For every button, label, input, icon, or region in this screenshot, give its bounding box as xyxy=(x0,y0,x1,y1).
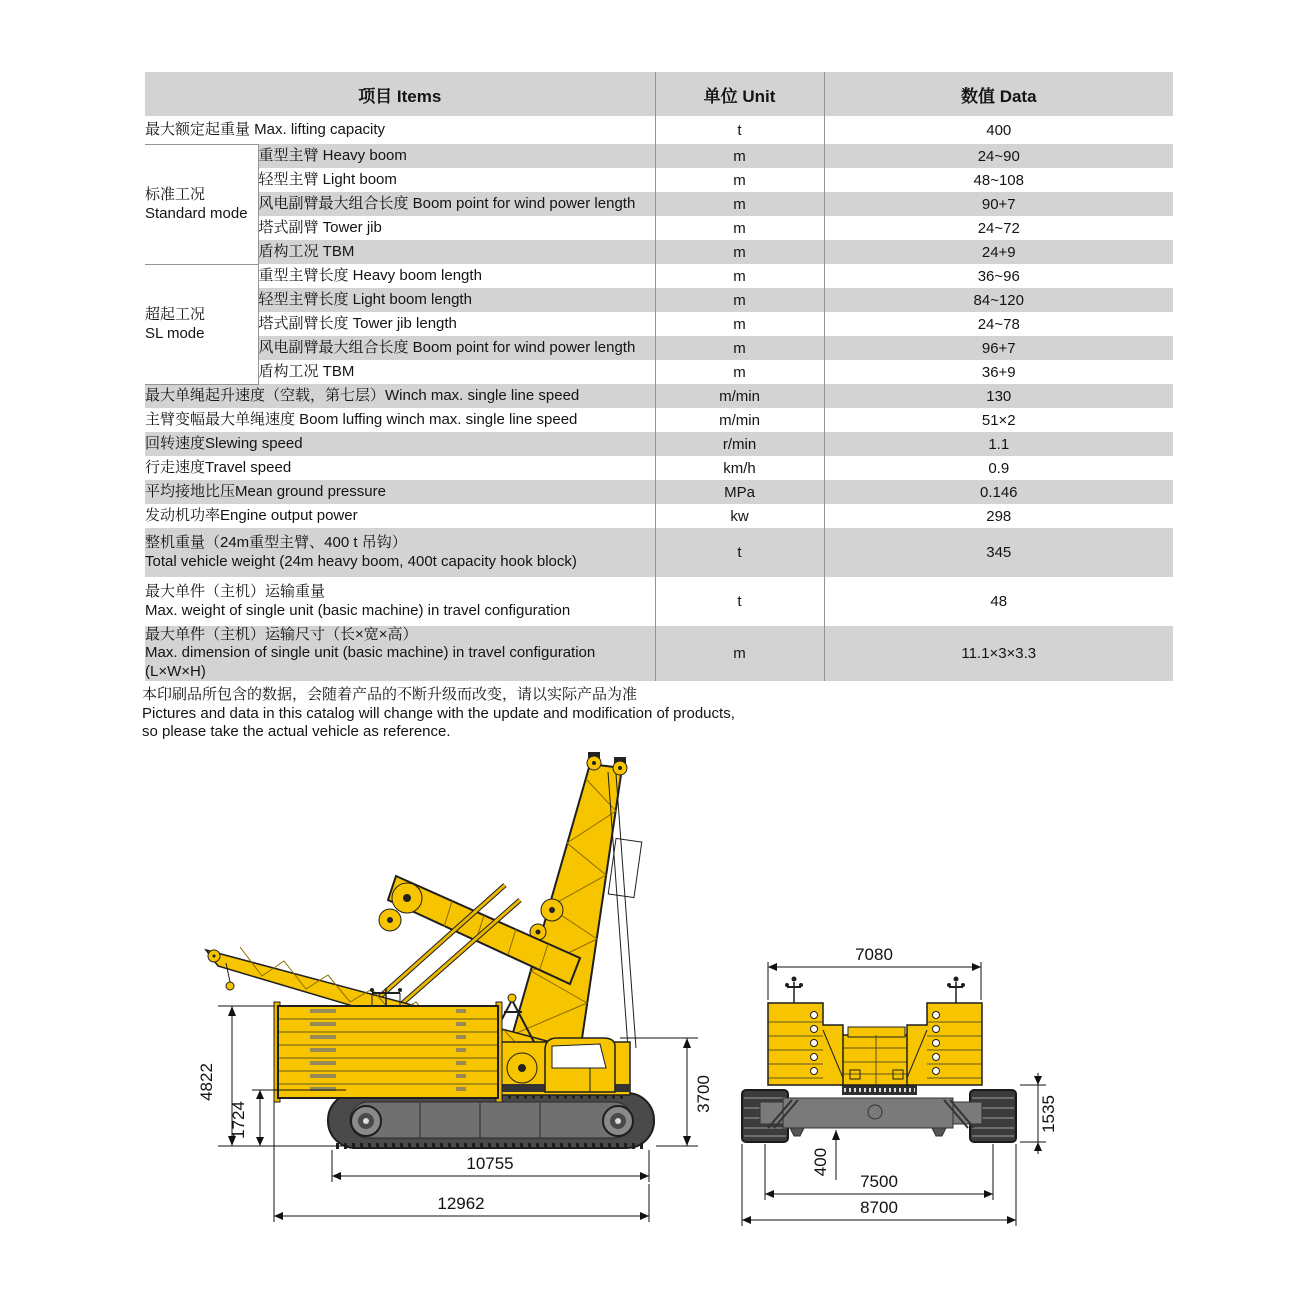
rear-carbody xyxy=(760,1098,982,1136)
mode-group-label: Standard mode xyxy=(145,205,248,222)
dim-overall-length-label: 12962 xyxy=(437,1194,485,1213)
rear-machinery-housing xyxy=(840,1027,913,1085)
spec-row xyxy=(145,408,1173,432)
spec-item-line: 最大单件（主机）运输尺寸（长×宽×高） xyxy=(145,626,418,643)
spec-item-line: 盾构工况 TBM xyxy=(258,362,355,380)
table-header-row xyxy=(145,72,1173,116)
spec-unit-cell: m xyxy=(655,168,824,192)
spec-row xyxy=(145,626,1173,681)
spec-value-cell: 0.146 xyxy=(824,480,1173,504)
spec-item-line: 行走速度Travel speed xyxy=(145,458,292,476)
spec-value-cell: 130 xyxy=(824,384,1173,408)
spec-row xyxy=(145,312,1173,336)
spec-item-line: 塔式副臂 Tower jib xyxy=(258,218,382,236)
spec-table-body xyxy=(145,116,1173,681)
header-unit: 单位 Unit xyxy=(655,72,824,116)
mast-lattice xyxy=(508,752,642,1052)
spec-unit-cell: m/min xyxy=(655,408,824,432)
spec-row xyxy=(145,360,1173,384)
spec-value-cell: 96+7 xyxy=(824,336,1173,360)
dim-track-gauge-label: 7500 xyxy=(860,1172,898,1191)
spec-value-cell: 84~120 xyxy=(824,288,1173,312)
spec-item-cell xyxy=(145,384,655,408)
spec-value-cell: 24+9 xyxy=(824,240,1173,264)
spec-unit-cell: MPa xyxy=(655,480,824,504)
spec-unit-cell: r/min xyxy=(655,432,824,456)
footnote-line-cn: 本印刷品所包含的数据，会随着产品的不断升级而改变，请以实际产品为准 xyxy=(142,686,638,703)
spec-item-cell xyxy=(145,577,655,626)
spec-value-cell: 36+9 xyxy=(981,363,1016,381)
spec-item-cell xyxy=(258,144,655,168)
spec-item-cell xyxy=(258,192,655,216)
spec-value-cell: 298 xyxy=(986,507,1012,525)
spec-item-cell xyxy=(258,216,655,240)
spec-item-cell xyxy=(258,240,655,264)
spec-value-cell: 0.9 xyxy=(988,459,1010,477)
dim-track-height-label: 1724 xyxy=(229,1101,248,1139)
spec-unit-cell: m xyxy=(655,144,824,168)
spec-item-line: Max. dimension of single unit (basic machine) in travel configuration (L×W×H) xyxy=(145,644,596,680)
footnote-line-en2: so please take the actual vehicle as reference. xyxy=(142,723,451,741)
spec-item-line: 盾构工况 TBM xyxy=(258,242,355,260)
rear-counterweight-right xyxy=(907,977,982,1086)
dim-overall-width-label: 8700 xyxy=(860,1198,898,1217)
spec-item-cell xyxy=(145,626,655,681)
spec-item-cell xyxy=(145,504,655,528)
spec-row xyxy=(145,480,1173,504)
spec-item-line: 风电副臂最大组合长度 Boom point for wind power length xyxy=(258,194,636,212)
spec-unit-cell: t xyxy=(655,528,824,577)
spec-table xyxy=(145,72,1173,681)
spec-unit-cell: t xyxy=(655,116,824,144)
spec-unit-cell: t xyxy=(655,577,824,626)
spec-unit-cell: m xyxy=(655,240,824,264)
spec-item-cell xyxy=(258,264,655,288)
mode-group-label: SL mode xyxy=(145,325,205,342)
spec-item-line: 重型主臂 Heavy boom xyxy=(258,146,407,164)
spec-item-line: 主臂变幅最大单绳速度 Boom luffing winch max. single line speed xyxy=(145,410,578,428)
spec-row xyxy=(145,288,1173,312)
crane-rear-view-drawing xyxy=(730,930,1070,1260)
spec-row xyxy=(145,116,1173,144)
spec-item-cell xyxy=(258,288,655,312)
spec-row xyxy=(145,336,1173,360)
spec-row xyxy=(145,192,1173,216)
spec-item-line: 回转速度Slewing speed xyxy=(145,434,303,452)
mode-group-cell xyxy=(145,144,258,264)
footnote-line-en1: Pictures and data in this catalog will change with the update and modification of products, xyxy=(142,704,735,722)
spec-row xyxy=(145,168,1173,192)
spec-item-line: Total vehicle weight (24m heavy boom, 400t capacity hook block) xyxy=(145,552,577,570)
dim-ground-clearance-label: 400 xyxy=(811,1147,830,1177)
spec-unit-cell: m xyxy=(655,216,824,240)
spec-item-line: Max. weight of single unit (basic machine) in travel configuration xyxy=(145,601,571,619)
spec-item-cell xyxy=(145,480,655,504)
spec-unit-cell: km/h xyxy=(655,456,824,480)
spec-row xyxy=(145,240,1173,264)
spec-item-cell xyxy=(145,432,655,456)
spec-value-cell: 48~108 xyxy=(973,171,1024,189)
spec-value-cell: 24~72 xyxy=(977,219,1020,237)
footnote xyxy=(142,686,862,742)
spec-item-cell xyxy=(145,456,655,480)
dim-cw-width-label: 7080 xyxy=(855,945,893,964)
spec-item-line: 平均接地比压Mean ground pressure xyxy=(145,482,386,500)
spec-row xyxy=(145,528,1173,577)
spec-value-cell: 24~78 xyxy=(977,315,1020,333)
spec-row xyxy=(145,456,1173,480)
spec-value-cell: 345 xyxy=(824,528,1173,577)
spec-unit-cell: kw xyxy=(655,504,824,528)
spec-row xyxy=(145,577,1173,626)
spec-item-line: 重型主臂长度 Heavy boom length xyxy=(258,266,482,284)
spec-item-line: 轻型主臂长度 Light boom length xyxy=(258,290,472,308)
spec-value-cell: 90+7 xyxy=(824,192,1173,216)
spec-item-line: 塔式副臂长度 Tower jib length xyxy=(258,314,457,332)
spec-value-cell: 1.1 xyxy=(824,432,1173,456)
spec-item-cell xyxy=(145,116,655,144)
spec-item-cell xyxy=(145,528,655,577)
rear-counterweight-left xyxy=(768,977,843,1086)
dim-rear-track-height-label: 1535 xyxy=(1039,1095,1058,1133)
spec-item-line: 最大单件（主机）运输重量 xyxy=(145,583,326,601)
spec-unit-cell: m xyxy=(655,312,824,336)
spec-item-cell xyxy=(258,168,655,192)
spec-value-cell: 24~90 xyxy=(824,144,1173,168)
spec-item-line: 风电副臂最大组合长度 Boom point for wind power length xyxy=(258,338,636,356)
spec-value-cell: 51×2 xyxy=(981,411,1016,429)
spec-value-cell: 48 xyxy=(990,593,1008,610)
spec-row xyxy=(145,504,1173,528)
spec-row xyxy=(145,264,1173,288)
spec-unit-cell: m xyxy=(655,264,824,288)
spec-item-line: 轻型主臂 Light boom xyxy=(258,170,397,188)
dim-cab-height-label: 3700 xyxy=(694,1075,713,1113)
dim-track-length-label: 10755 xyxy=(466,1154,514,1173)
spec-value-cell: 36~96 xyxy=(977,267,1020,285)
mode-group-label: 超起工况 xyxy=(145,305,206,323)
spec-item-cell xyxy=(258,336,655,360)
spec-item-cell xyxy=(145,408,655,432)
spec-item-line: 最大单绳起升速度（空载，第七层）Winch max. single line speed xyxy=(145,387,580,405)
spec-row xyxy=(145,432,1173,456)
operator-cab xyxy=(545,1038,615,1092)
crawler-track xyxy=(328,1093,654,1148)
spec-value-cell: 400 xyxy=(986,121,1012,139)
spec-unit-cell: m xyxy=(655,288,824,312)
spec-item-line: 发动机功率Engine output power xyxy=(145,506,358,524)
crane-side-view-drawing xyxy=(160,750,720,1270)
spec-unit-cell: m xyxy=(655,336,824,360)
spec-item-line: 最大额定起重量 Max. lifting capacity xyxy=(145,120,386,138)
header-items: 项目 Items xyxy=(145,72,655,116)
mode-group-label: 标准工况 xyxy=(145,185,206,203)
header-data: 数值 Data xyxy=(824,72,1173,116)
spec-row xyxy=(145,216,1173,240)
spec-unit-cell: m xyxy=(655,192,824,216)
spec-item-line: 整机重量（24m重型主臂、400 t 吊钩） xyxy=(145,534,407,552)
spec-value-cell: 11.1×3×3.3 xyxy=(824,626,1173,681)
dim-cw-height-label: 4822 xyxy=(197,1063,216,1101)
spec-item-cell xyxy=(258,360,655,384)
spec-unit-cell: m/min xyxy=(655,384,824,408)
counterweight-stack xyxy=(274,988,502,1102)
spec-unit-cell: m xyxy=(655,360,824,384)
spec-unit-cell: m xyxy=(655,626,824,681)
spec-item-cell xyxy=(258,312,655,336)
spec-row xyxy=(145,384,1173,408)
spec-row xyxy=(145,144,1173,168)
mode-group-cell xyxy=(145,264,258,384)
